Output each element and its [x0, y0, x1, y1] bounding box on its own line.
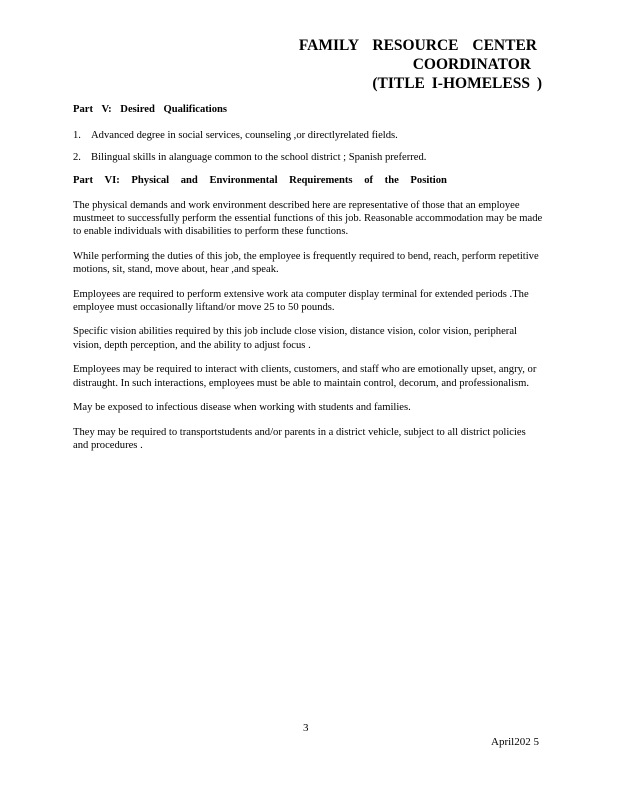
paragraph-interaction: Employees may be required to interact with clients, customers, and staff who are emotionally upset, angry, or distraught. In such interactions, employees must be able to maintain control, decorum, and professionalism.: [73, 364, 537, 389]
list-item: [73, 151, 543, 164]
part-6-heading: Part VI: Physical and Environmental Requirements of the Position: [73, 175, 447, 187]
paragraph-physical-demands: The physical demands and work environment described here are representative of those that an employee mustmeet to successfully perform the essential functions of this job. Reasonable accommodation may be made to enable individuals with disabilities to perform these functions.: [73, 199, 543, 238]
part-5-heading: Part V: Desired Qualifications: [73, 104, 228, 115]
list-item: [73, 129, 543, 142]
paragraph-transport: They may be required to transportstudents and/or parents in a district vehicle, subject to all district policies and procedures .: [73, 426, 526, 451]
title-line-1: FAMILY RESOURCE CENTER: [298, 37, 537, 54]
document-body: [73, 103, 543, 452]
list-item-text: Advanced degree in social services, counseling ,or directlyrelated fields.: [91, 130, 398, 142]
list-item-text: Bilingual skills in alanguage common to the school district ; Spanish preferred.: [91, 151, 427, 163]
title-line-2: COORDINATOR: [412, 56, 531, 73]
qualifications-list: [73, 129, 543, 164]
paragraph-infectious-disease: May be exposed to infectious disease when working with students and families.: [73, 402, 411, 414]
paragraph-vision: Specific vision abilities required by this job include close vision, distance vision, color vision, peripheral vision, depth perception, and the ability to adjust focus .: [73, 326, 517, 351]
paragraph-computer-work: Employees are required to perform extensive work ata computer display terminal for extended periods .The employee must occasionally liftand/or move 25 to 50 pounds.: [73, 288, 529, 314]
list-item-number: 1.: [73, 130, 81, 142]
list-item-number: 2.: [73, 151, 81, 163]
footer-date: April202 5: [491, 736, 539, 748]
paragraph-duties: While performing the duties of this job, the employee is frequently required to bend, reach, perform repetitive motions, sit, stand, move about, hear ,and speak.: [73, 250, 539, 276]
title-line-3: (TITLE I-HOMELESS ): [372, 75, 542, 92]
page-number: 3: [303, 722, 309, 734]
document-title: [242, 36, 542, 93]
